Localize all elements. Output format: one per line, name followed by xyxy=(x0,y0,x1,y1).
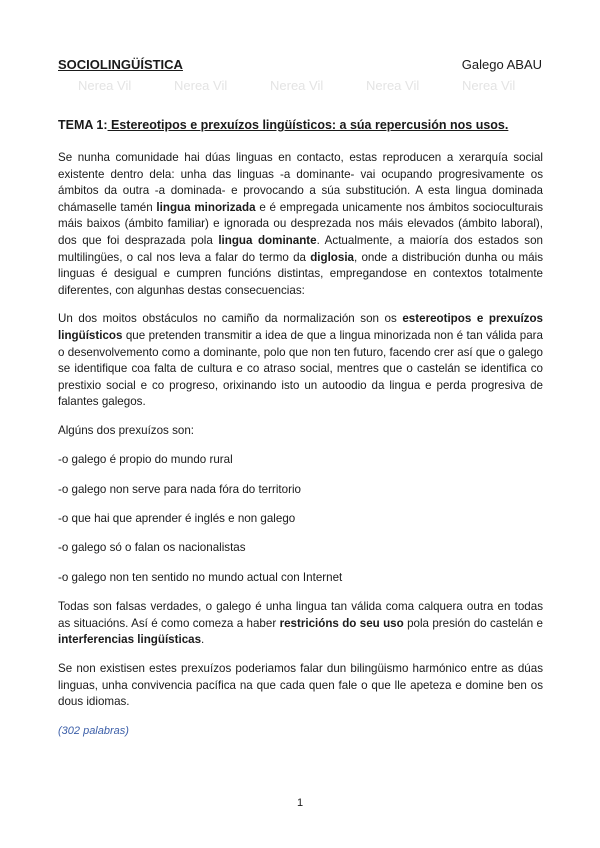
topic-heading xyxy=(58,118,560,132)
text-run: . Actualmente, a maioría dos estados son multilingües, o cal nos leva a falar do termo da xyxy=(58,233,543,264)
text-run: Se nunha comunidade hai dúas linguas en contacto, estas reproducen a xerarquía social existente dentro dela: unha das linguas -a dominante- vai ocupando progresivamente os ámbitos da outra -a dominada- e provocando a súa substitución. A esta lingua dominada chámaselle tamén xyxy=(58,151,543,214)
watermark-text: Nerea Vil xyxy=(366,78,420,93)
bold-term: estereotipos e prexuízos lingüísticos xyxy=(58,312,543,342)
bold-term: interferencias lingüísticas xyxy=(58,633,202,647)
paragraph-intro xyxy=(58,150,543,299)
paragraph-obstacles xyxy=(58,311,543,411)
bold-term: restricións do seu uso xyxy=(279,616,404,630)
paragraph-list-intro: Algúns dos prexuízos son: xyxy=(58,423,194,437)
watermark-text: Nerea Vil xyxy=(78,78,132,93)
text-run: e é empregada unicamente nos ámbitos socioculturais máis baixos (ámbito familiar) e ignorada ou desprezada nos máis elevados (ámbito laboral), dos que foi desprazada pola xyxy=(58,200,544,247)
watermark-text: Nerea Vil xyxy=(270,78,324,93)
document-body xyxy=(58,150,543,739)
bold-term: lingua dominante xyxy=(218,233,317,247)
watermark-text: Nerea Vil xyxy=(462,78,516,93)
text-run: . xyxy=(201,633,205,647)
bold-term: diglosia xyxy=(310,250,355,264)
page-number: 1 xyxy=(296,797,304,809)
topic-number: TEMA 1: xyxy=(58,118,108,132)
text-run: , onde a distribución dunha ou máis linguas é desigual e cumpren funcións distintas, empregandose en contextos totalmente diferentes, con algunhas destas consecuencias: xyxy=(58,250,543,297)
paragraph-conclusion: Se non existisen estes prexuízos poderiamos falar dun bilingüismo harmónico entre as dúas linguas, unha convivencia pacífica na que cada quen fale o que lle apeteza e domine ben os dous idiomas. xyxy=(58,662,543,709)
watermark-text: Nerea Vil xyxy=(174,78,228,93)
topic-subtitle: Estereotipos e prexuízos lingüísticos: a súa repercusión nos usos. xyxy=(107,118,509,132)
text-run: Un dos moitos obstáculos no camiño da normalización son os xyxy=(58,312,403,326)
text-run: Todas son falsas verdades, o galego é unha lingua tan válida coma calquera outra en todas as situacións. Así é como comeza a haber xyxy=(58,600,543,630)
text-run: que pretenden transmitir a idea de que a lingua minorizada non é tan válida para o desenvolvemento como a dominante, polo que non ten futuro, facendo crer así que o galego se identifique coa falta de cultura e co atraso social, mentres que o castelán se identifica co prestixio social e co progreso, orixinando isto un autoodio da lingua e perda progresiva de falantes galegos. xyxy=(58,328,543,409)
paragraph-false-truths xyxy=(58,599,543,649)
list-item: -o que hai que aprender é inglés e non galego xyxy=(58,512,296,526)
list-item: -o galego é propio do mundo rural xyxy=(58,453,233,467)
word-count: (302 palabras) xyxy=(58,724,129,737)
course-label: Galego ABAU xyxy=(461,57,542,72)
author-watermark xyxy=(78,78,558,93)
subject-title: SOCIOLINGÜÍSTICA xyxy=(58,57,183,72)
list-item: -o galego só o falan os nacionalistas xyxy=(58,541,246,555)
page-header xyxy=(58,57,542,72)
bold-term: lingua minorizada xyxy=(156,200,256,214)
list-item: -o galego non serve para nada fóra do territorio xyxy=(58,482,301,496)
text-run: pola presión do castelán e xyxy=(403,616,544,630)
list-item: -o galego non ten sentido no mundo actual con Internet xyxy=(58,570,343,584)
